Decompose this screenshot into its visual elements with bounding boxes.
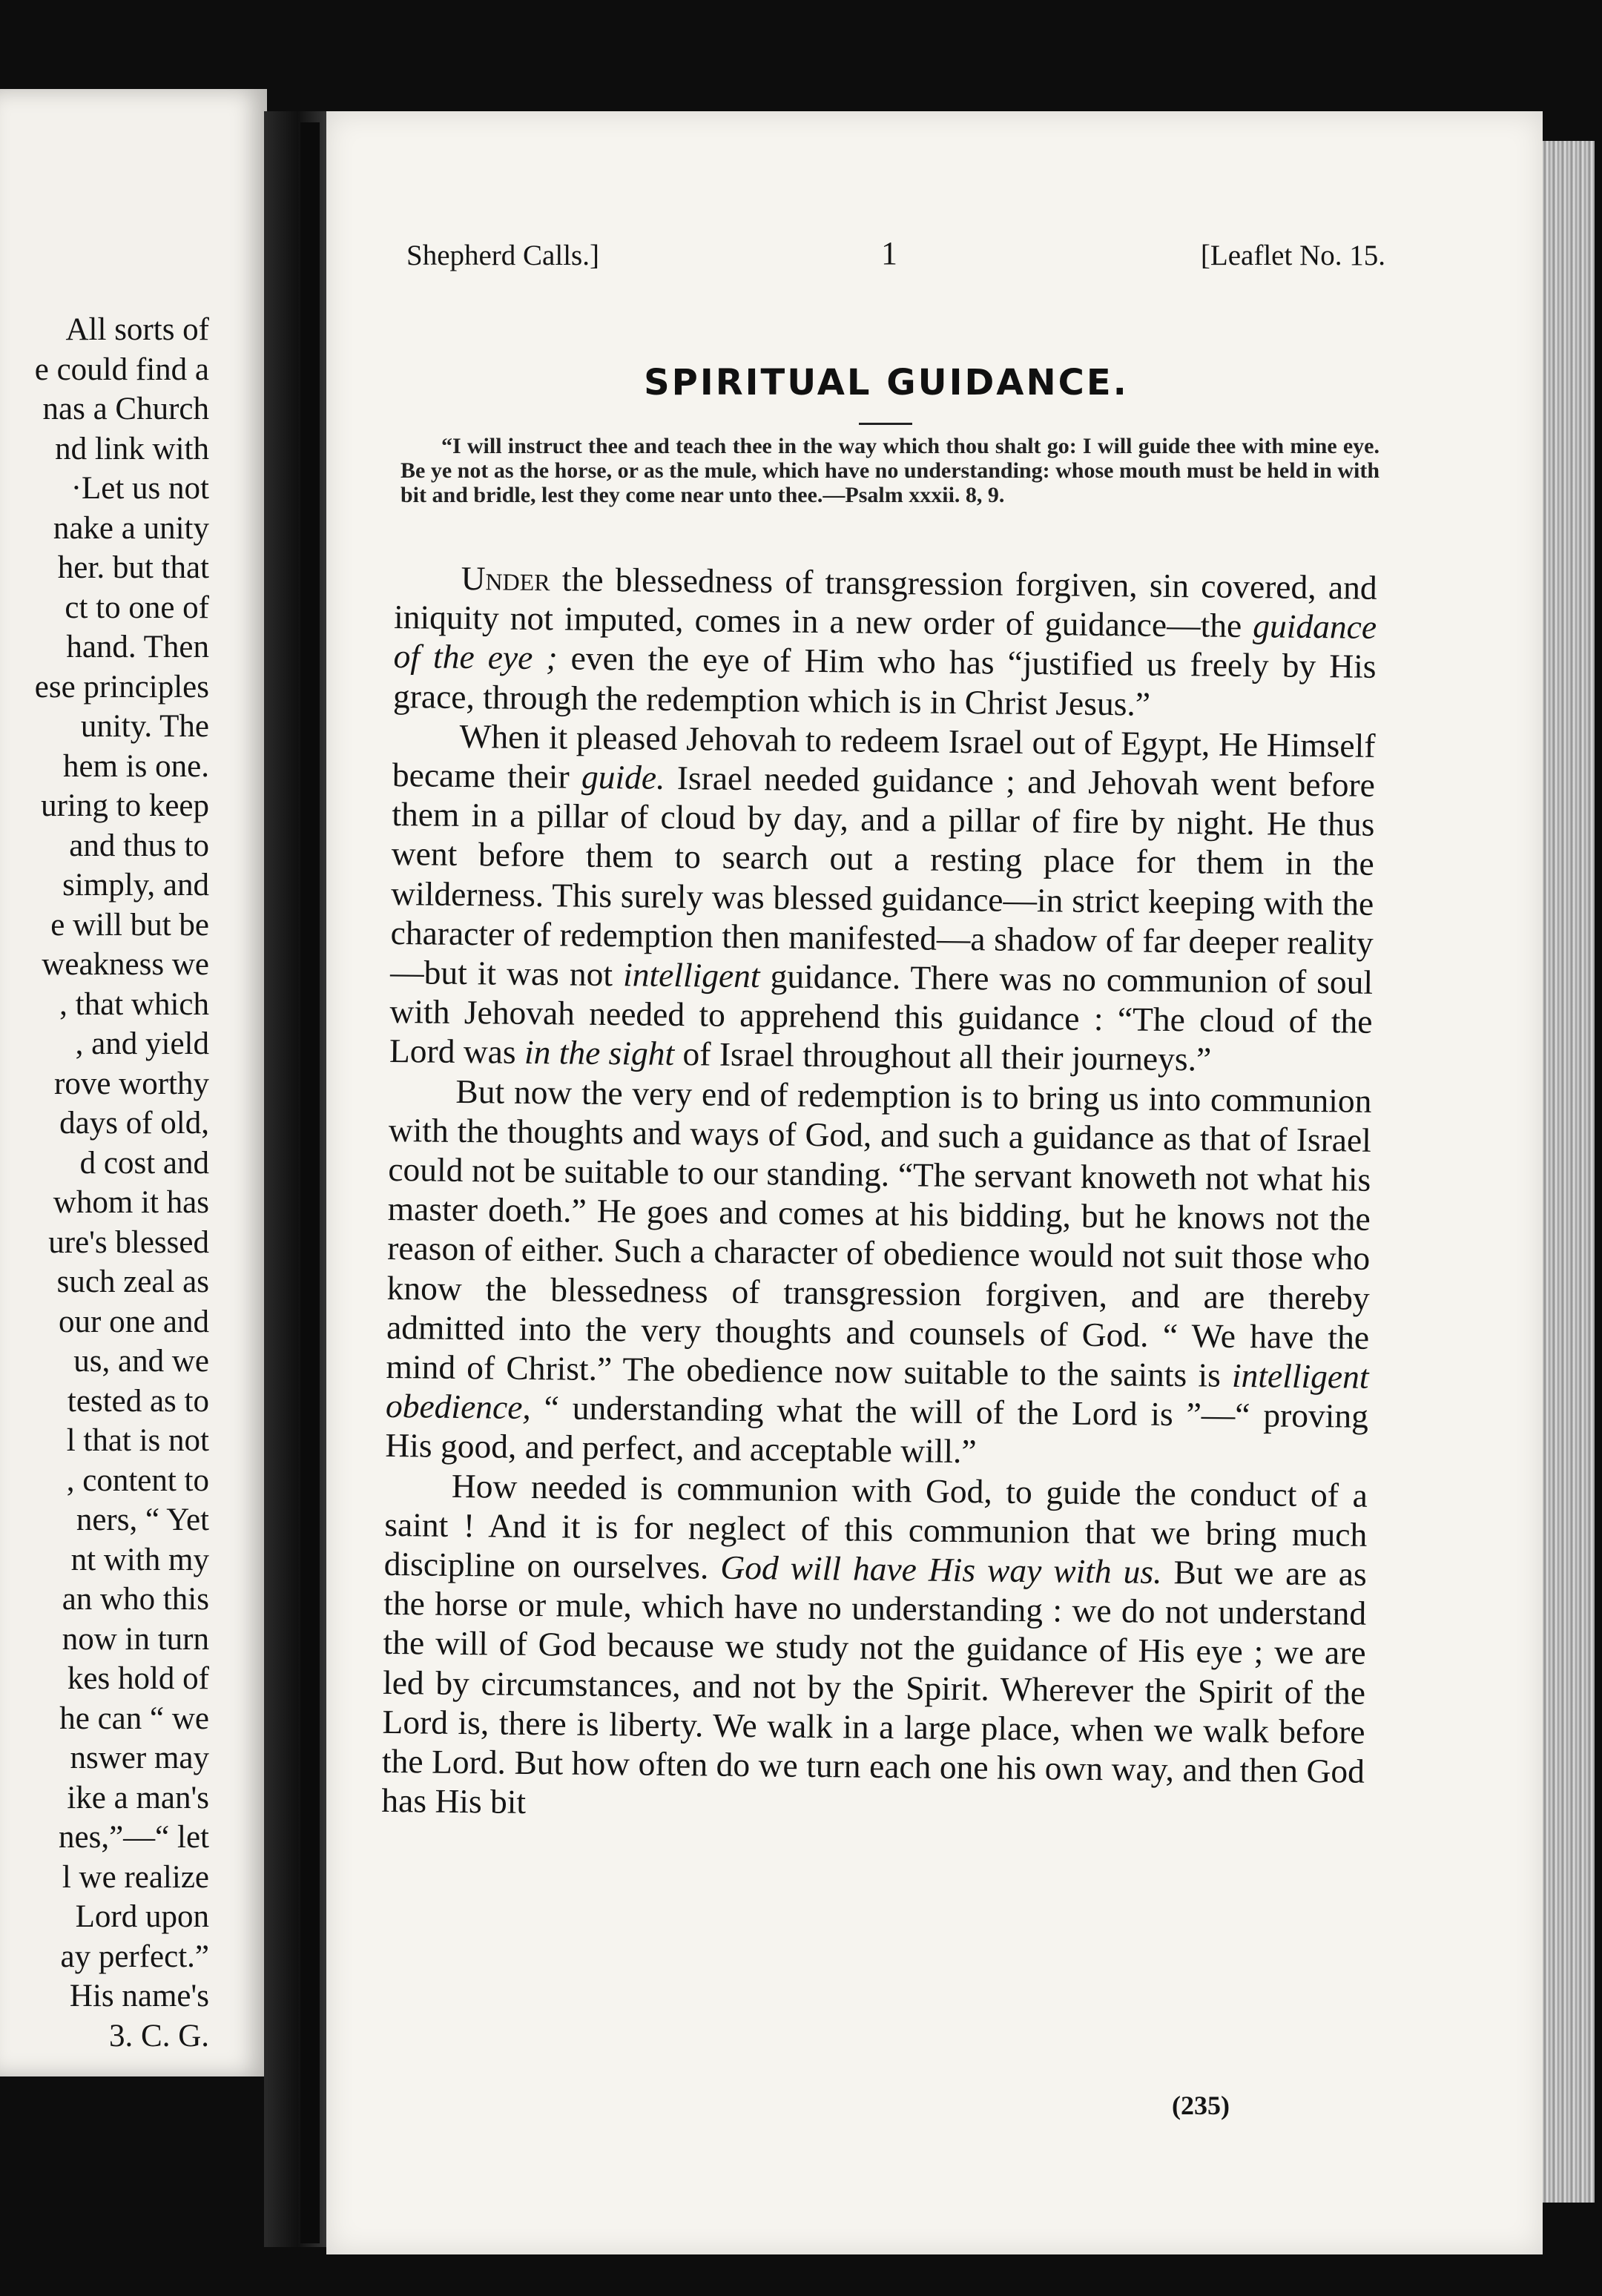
left-page-line: , and yield	[75, 1026, 209, 1061]
left-page-line: whom it has	[53, 1185, 209, 1220]
left-page-line: days of old,	[59, 1106, 209, 1141]
title-rule	[859, 423, 912, 425]
left-page-line: and thus to	[69, 828, 209, 863]
left-page-line: uring to keep	[41, 788, 209, 823]
left-page-line: unity. The	[80, 709, 209, 744]
book-gutter	[264, 111, 331, 2247]
paragraph-1: Under the blessedness of transgression forgiven, sin covered, and iniquity not imputed, comes in a new order of guidance—the guidance of the eye ; even the eye of Him who has “justified us freely by His grace, through the redemption which is in Christ Jesus.”	[392, 558, 1377, 723]
page-spine-shadow	[300, 122, 320, 2243]
left-page-line: he can “ we	[59, 1700, 209, 1736]
left-page-line: ct to one of	[65, 590, 209, 625]
left-page-line: weakness we	[42, 947, 209, 982]
epigraph-text: “I will instruct thee and teach thee in the way which thou shalt go: I will guide thee with mine eye. Be ye not as the horse, or as the mule, which have no understanding: whose mouth must be held in with bit and bridle, lest they come near unto thee.—Psalm xxxii. 8, 9.	[400, 434, 1380, 507]
left-page-line: ·Let us not	[70, 471, 209, 506]
left-page-line: rove worthy	[54, 1066, 209, 1101]
left-page-line: , content to	[66, 1462, 209, 1498]
left-page-line: her. but that	[57, 550, 209, 585]
left-page-line: nd link with	[55, 431, 209, 466]
left-page-line: ese principles	[34, 669, 209, 705]
left-page-line: an who this	[62, 1582, 209, 1617]
left-page-text	[0, 310, 209, 2056]
left-page-line: ike a man's	[67, 1780, 209, 1815]
left-page-line: nake a unity	[53, 510, 209, 546]
left-page-line: nes,”—“ let	[59, 1820, 209, 1855]
left-page-line: nswer may	[70, 1741, 209, 1775]
drop-lead-word: Under	[461, 558, 550, 598]
left-page-line: His name's	[69, 1979, 209, 2013]
header-leaflet-number: [Leaflet No. 15.	[1200, 240, 1385, 271]
left-page-line: ure's blessed	[48, 1224, 209, 1260]
left-page-line: us, and we	[73, 1344, 209, 1379]
header-page-number: 1	[881, 235, 897, 271]
footer-page-number: (235)	[1172, 2091, 1230, 2120]
left-page-line: All sorts of	[65, 312, 209, 347]
left-page-line: now in turn	[62, 1621, 209, 1657]
left-page-line: nas a Church	[42, 392, 209, 426]
left-facing-page	[0, 89, 267, 2076]
left-page-line: kes hold of	[67, 1661, 209, 1696]
left-page-line: l that is not	[66, 1423, 209, 1458]
left-page-line: simply, and	[62, 868, 209, 903]
header-series: Shepherd Calls.]	[406, 240, 599, 271]
paragraph-3: But now the very end of redemption is to bring us into communion with the thoughts and ways of God, and such a guidance as that of Israel could not be suitable to our standing. “The servant knoweth not what his master doeth.” He goes and comes at his bidding, but he knows not the reason of either. Such a character of obedience would not suit those who know the blessedness of transgression forgiven, and are thereby admitted into the very thoughts and counsels of God. “ We have the mind of Christ.” The obedience now suitable to the saints is intelligent obedience, “ understanding what the will of the Lord is ”—“ proving His good, and perfect, and acceptable will.”	[385, 1072, 1372, 1471]
left-page-line: 3. C. G.	[109, 2018, 209, 2053]
left-page-line: , that which	[59, 986, 209, 1022]
paragraph-2: When it pleased Jehovah to redeem Israel out of Egypt, He Himself became their guide. Israel needed guidance ; and Jehovah went before them in a pillar of cloud by day, and a pillar of fire by night. He thus went before them to search out a resting place for them in the wilderness. This surely was blessed guidance—in strict keeping with the character of redemption then manifested—a shadow of far deeper reality—but it was not intelligent guidance. There was no communion of soul with Jehovah needed to apprehend this guidance : “The cloud of the Lord was in the sight of Israel throughout all their journeys.”	[389, 716, 1376, 1079]
left-page-line: tested as to	[67, 1383, 209, 1419]
left-page-line: d cost and	[79, 1145, 209, 1181]
page-edges	[1543, 141, 1595, 2203]
left-page-line: ay perfect.”	[60, 1939, 209, 1974]
left-page-line: nt with my	[70, 1542, 209, 1577]
left-page-line: such zeal as	[56, 1264, 209, 1299]
left-page-line: hand. Then	[66, 630, 209, 664]
body-text	[381, 558, 1377, 1830]
epigraph	[400, 434, 1380, 507]
running-header	[406, 235, 1385, 283]
left-page-line: ners, “ Yet	[76, 1502, 209, 1537]
paragraph-4: How needed is communion with God, to guide the conduct of a saint ! And it is for neglect of this communion that we bring much discipline on ourselves. God will have His way with us. But we are as the horse or mule, which have no understanding : we do not understand the will of God because we study not the guidance of His eye ; we are led by circumstances, and not by the Spirit. Wherever the Spirit of the Lord is, there is liberty. We walk in a large place, when we walk before the Lord. But how often do we turn each one his own way, and then God has His bit	[381, 1466, 1368, 1821]
left-page-line: our one and	[59, 1304, 209, 1339]
left-page-line: Lord upon	[75, 1899, 209, 1934]
left-page-line: e will but be	[50, 907, 209, 943]
left-page-line: e could find a	[34, 352, 209, 387]
left-page-line: hem is one.	[62, 748, 209, 784]
page-title: SPIRITUAL GUIDANCE.	[644, 362, 1129, 403]
left-page-line: l we realize	[62, 1859, 209, 1895]
